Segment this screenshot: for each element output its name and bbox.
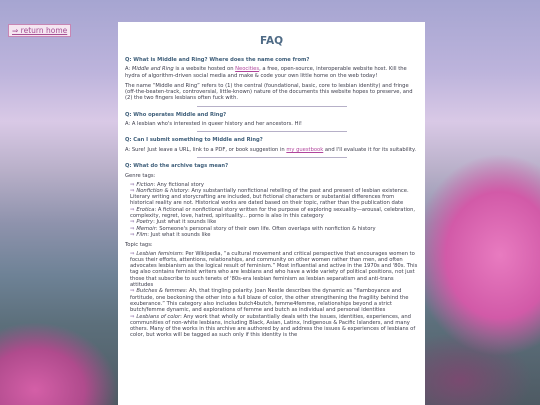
- arrow-icon: ⇒: [130, 288, 135, 295]
- tag-erotica: ⇒ Erotica: A fictional or nonfictional story written for the purpose of exploring sexuality—arousal, celebration, complexity, regret, love, hatred, spirituality... porno is also in this category: [130, 206, 416, 220]
- arrow-icon: ⇒: [130, 313, 135, 320]
- tag-memoir: ⇒ Memoir: Someone's personal story of their own life. Often overlaps with nonfiction & history: [130, 225, 376, 232]
- answer-1: A: Middle and Ring is a website hosted on Neocities, a free, open-source, interoperable website host. Kill the hydra of algorithm-driven social media and make & code your own little home on the web today!: [125, 66, 407, 79]
- neocities-link[interactable]: Neocities: [235, 66, 260, 73]
- arrow-icon: ⇒: [130, 206, 135, 213]
- divider: [197, 131, 347, 132]
- faq-card: [118, 22, 425, 405]
- arrow-icon: ⇒: [130, 187, 135, 194]
- arrow-icon: ⇒: [130, 225, 135, 232]
- question-4: Q: What do the archive tags mean?: [125, 162, 229, 169]
- tag-lesbian-feminism: ⇒ Lesbian feminism: Per Wikipedia, “a cultural movement and critical perspective that encourages women to focus their efforts, attentions, relationships, and community on other women rather than men, and often advocates lesbianism as the logical result of feminism.” Most influential and active in the 1970s and '80s. This tag also contains feminist writers who are lesbians and who have a wide variety of political positions, not just those that subscribe to such tenets of '80s-era lesbian feminism as lesbian separatism and anti-trans attitudes: [130, 250, 418, 289]
- tag-butches-femmes: ⇒ Butches & femmes: Ah, that tingling polarity. Joan Nestle describes the dynamic as “flamboyance and fortitude, one beckoning the other into a full blaze of color, the other strengthening the fragility behind the exuberance.” This category also includes butch4butch, femme4femme, relationships beyond a strict butch/femme dynamic, and explorations of femme and butch as individual and personal identities: [130, 288, 409, 314]
- arrow-icon: ⇒: [130, 219, 135, 226]
- tag-film: ⇒ Film: Just what it sounds like: [130, 231, 211, 238]
- tag-fiction: ⇒ Fiction: Any fictional story: [130, 181, 204, 188]
- question-1: Q: What is Middle and Ring? Where does the name come from?: [125, 57, 310, 63]
- question-2: Q: Who operates Middle and Ring?: [125, 111, 227, 118]
- return-home-link[interactable]: ⇒ return home: [8, 24, 71, 37]
- arrow-icon: ⇒: [130, 181, 135, 188]
- arrow-icon: ⇒: [130, 250, 135, 257]
- genre-tags-heading: Genre tags:: [125, 173, 156, 180]
- answer-3: A: Sure! Just leave a URL, link to a PDF, or book suggestion in my guestbook and I'll evaluate it for its suitability.: [125, 146, 417, 153]
- question-3: Q: Can I submit something to Middle and Ring?: [125, 137, 263, 144]
- page-title: FAQ: [259, 35, 284, 47]
- tag-poetry: ⇒ Poetry: Just what it sounds like: [130, 219, 217, 226]
- tag-lesbians-of-color: ⇒ Lesbians of color: Any work that wholly or substantially deals with the issues, identities, experiences, and communities of non-white lesbians, including Black, Asian, Latinx, Indigenous & Pacific Islanders, and many others. Many of the works in this archive are authored by and address the issues & experiences of lesbians of color, but works will be tagged as such only if this identity is the: [130, 313, 416, 339]
- answer-2: A: A lesbian who's interested in queer history and her ancestors. Hi!: [125, 121, 303, 128]
- divider: [197, 106, 347, 107]
- topic-tags-heading: Topic tags:: [125, 242, 153, 249]
- arrow-icon: ⇒: [130, 231, 135, 238]
- guestbook-link[interactable]: my guestbook: [286, 146, 324, 153]
- answer-1-part-2: The name “Middle and Ring” refers to (1) the central (foundational, basic, core to lesbian identity) and fringe (off-the-beaten-track, controversial, little-known) nature of the documents this website hopes to preserve, and (2) the two fingers lesbians often fuck with.: [125, 82, 413, 102]
- tag-nonfiction-history: ⇒ Nonfiction & history: Any substantially nonfictional retelling of the past and present of lesbian existence. Literary writing and storycrafting are included, but fictional characters or substantial differences from historical reality are not. Historical works are dated based on their topic, rather than the publication date: [130, 187, 409, 207]
- divider: [197, 157, 347, 158]
